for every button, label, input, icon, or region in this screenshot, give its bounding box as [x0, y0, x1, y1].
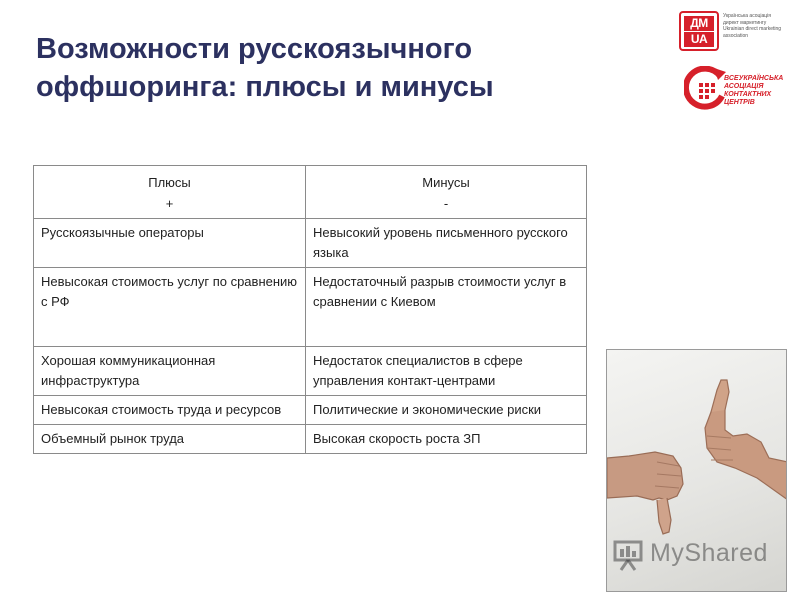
table-row — [34, 425, 587, 454]
table-row — [34, 268, 587, 347]
pros-cell: Хорошая коммуникационная инфраструктура — [34, 347, 306, 396]
minus-symbol: - — [443, 196, 449, 211]
cons-header — [306, 166, 587, 219]
cons-cell: Политические и экономические риски — [306, 396, 587, 425]
cons-cell: Недостаточный разрыв стоимости услуг в сравнении с Киевом — [306, 268, 587, 347]
presentation-board-icon — [612, 538, 646, 572]
pros-cell: Объемный рынок труда — [34, 425, 306, 454]
pros-header-label: Плюсы — [148, 175, 191, 190]
pros-cell: Русскоязычные операторы — [34, 219, 306, 268]
cons-cell: Невысокий уровень письменного русского языка — [306, 219, 587, 268]
contact-centers-association-logo — [684, 66, 800, 116]
dma-logo-line: association — [723, 32, 749, 39]
dma-logo-line: Українська асоціація — [723, 13, 771, 19]
dma-logo-mark — [679, 11, 719, 51]
thumb-down — [657, 498, 671, 534]
pros-cell: Невысокая стоимость услуг по сравнению с РФ — [34, 268, 306, 347]
pros-cons-table — [33, 165, 587, 454]
table-header-row — [34, 166, 587, 219]
cons-header-label: Минусы — [422, 175, 470, 190]
dma-logo-mark-top: ДМ — [684, 16, 714, 31]
contact-centers-logo-line: ЦЕНТРІВ — [724, 99, 755, 106]
dma-logo — [679, 11, 797, 59]
globe-arrow-icon — [684, 66, 728, 112]
watermark-text: MyShared — [650, 539, 768, 567]
pros-header — [34, 166, 306, 219]
slide-title: Возможности русскоязычного оффшоринга: плюсы и минусы — [36, 33, 494, 103]
cons-cell: Недостаток специалистов в сфере управления контакт-центрами — [306, 347, 587, 396]
cons-cell: Высокая скорость роста ЗП — [306, 425, 587, 454]
thumb-up — [711, 380, 729, 412]
thumbs-up-hand — [705, 404, 787, 500]
table-row — [34, 219, 587, 268]
dma-logo-line: директ маркетингу — [723, 19, 767, 26]
contact-centers-logo-line: ВСЕУКРАЇНСЬКА — [724, 75, 784, 82]
myshared-watermark — [606, 536, 787, 576]
dma-logo-line: Ukrainian direct marketing — [723, 26, 782, 32]
table-row — [34, 396, 587, 425]
table-row — [34, 347, 587, 396]
pros-cell: Невысокая стоимость труда и ресурсов — [34, 396, 306, 425]
contact-centers-logo-line: КОНТАКТНИХ — [724, 91, 772, 98]
dma-logo-caption — [723, 13, 797, 39]
contact-centers-logo-line: АСОЦІАЦІЯ — [724, 83, 764, 90]
dma-logo-mark-bottom: UA — [684, 32, 714, 47]
contact-centers-logo-caption — [724, 75, 800, 107]
thumbs-down-hand — [607, 452, 683, 500]
plus-symbol: + — [165, 196, 174, 211]
